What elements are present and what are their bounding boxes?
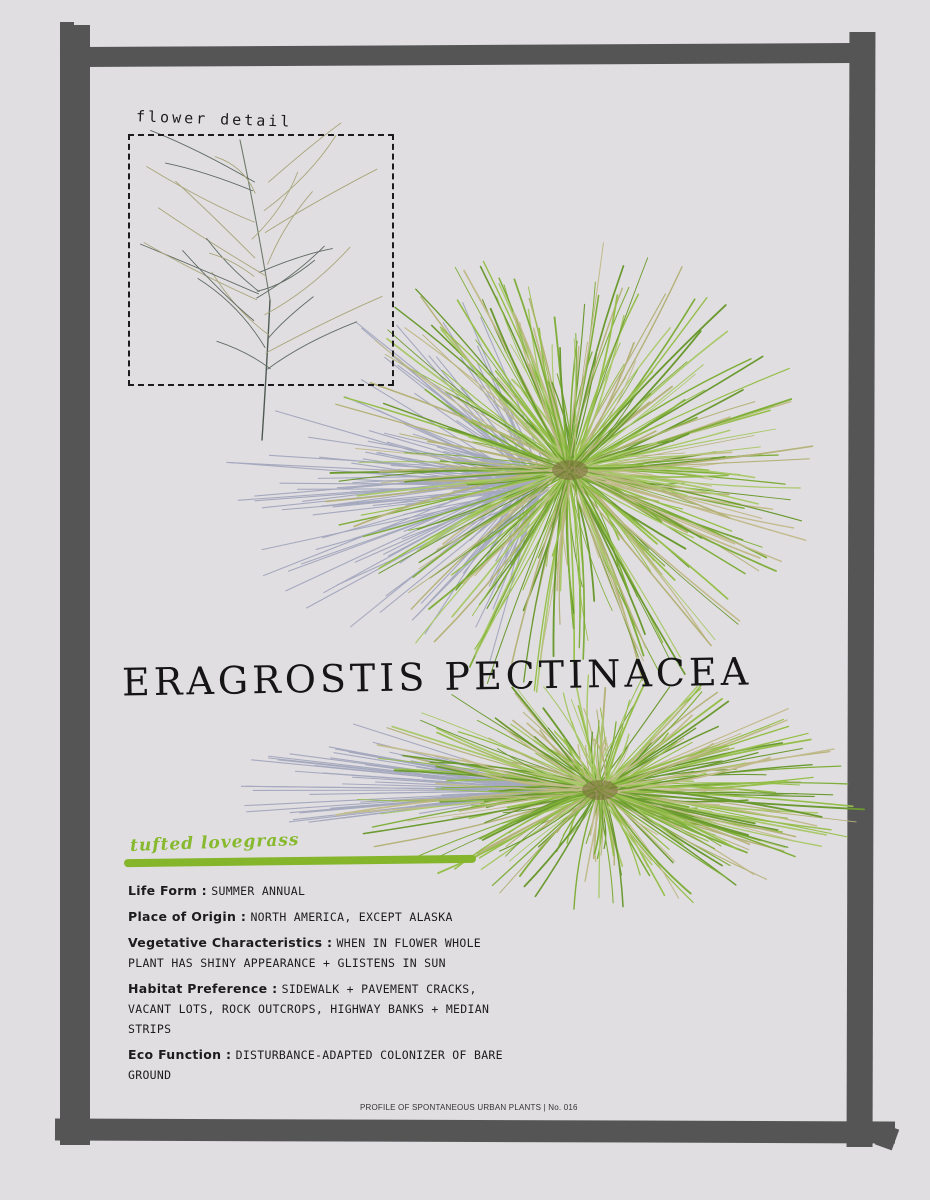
clump-base <box>552 460 588 480</box>
fact-vegetative-characteristics: Vegetative Characteristics : WHEN IN FLOWER WHOLE PLANT HAS SHINY APPEARANCE + GLISTENS IN SUN <box>128 935 482 970</box>
footer-caption: PROFILE OF SPONTANEOUS URBAN PLANTS | No. 016 <box>360 1103 578 1112</box>
flower-detail-label: flower detail <box>135 107 293 131</box>
fact-life-form: Life Form : SUMMER ANNUAL <box>128 883 306 898</box>
species-name: ERAGROSTIS PECTINACEA <box>121 649 753 705</box>
common-name: tufted lovegrass <box>129 830 300 856</box>
grass-clump-upper <box>326 243 813 692</box>
fact-habitat-preference: Habitat Preference : SIDEWALK + PAVEMENT CRACKS, VACANT LOTS, ROCK OUTCROPS, HIGHWAY BANKS + MEDIAN STRIPS <box>128 981 490 1036</box>
plant-facts <box>128 881 508 1091</box>
fact-place-of-origin: Place of Origin : NORTH AMERICA, EXCEPT ALASKA <box>128 909 453 924</box>
grass-clump-lower <box>336 673 864 909</box>
fact-eco-function: Eco Function : DISTURBANCE-ADAPTED COLONIZER OF BARE GROUND <box>128 1047 503 1082</box>
clump-base <box>582 780 618 800</box>
grass-blade <box>565 294 665 469</box>
flower-detail-box <box>128 134 394 386</box>
